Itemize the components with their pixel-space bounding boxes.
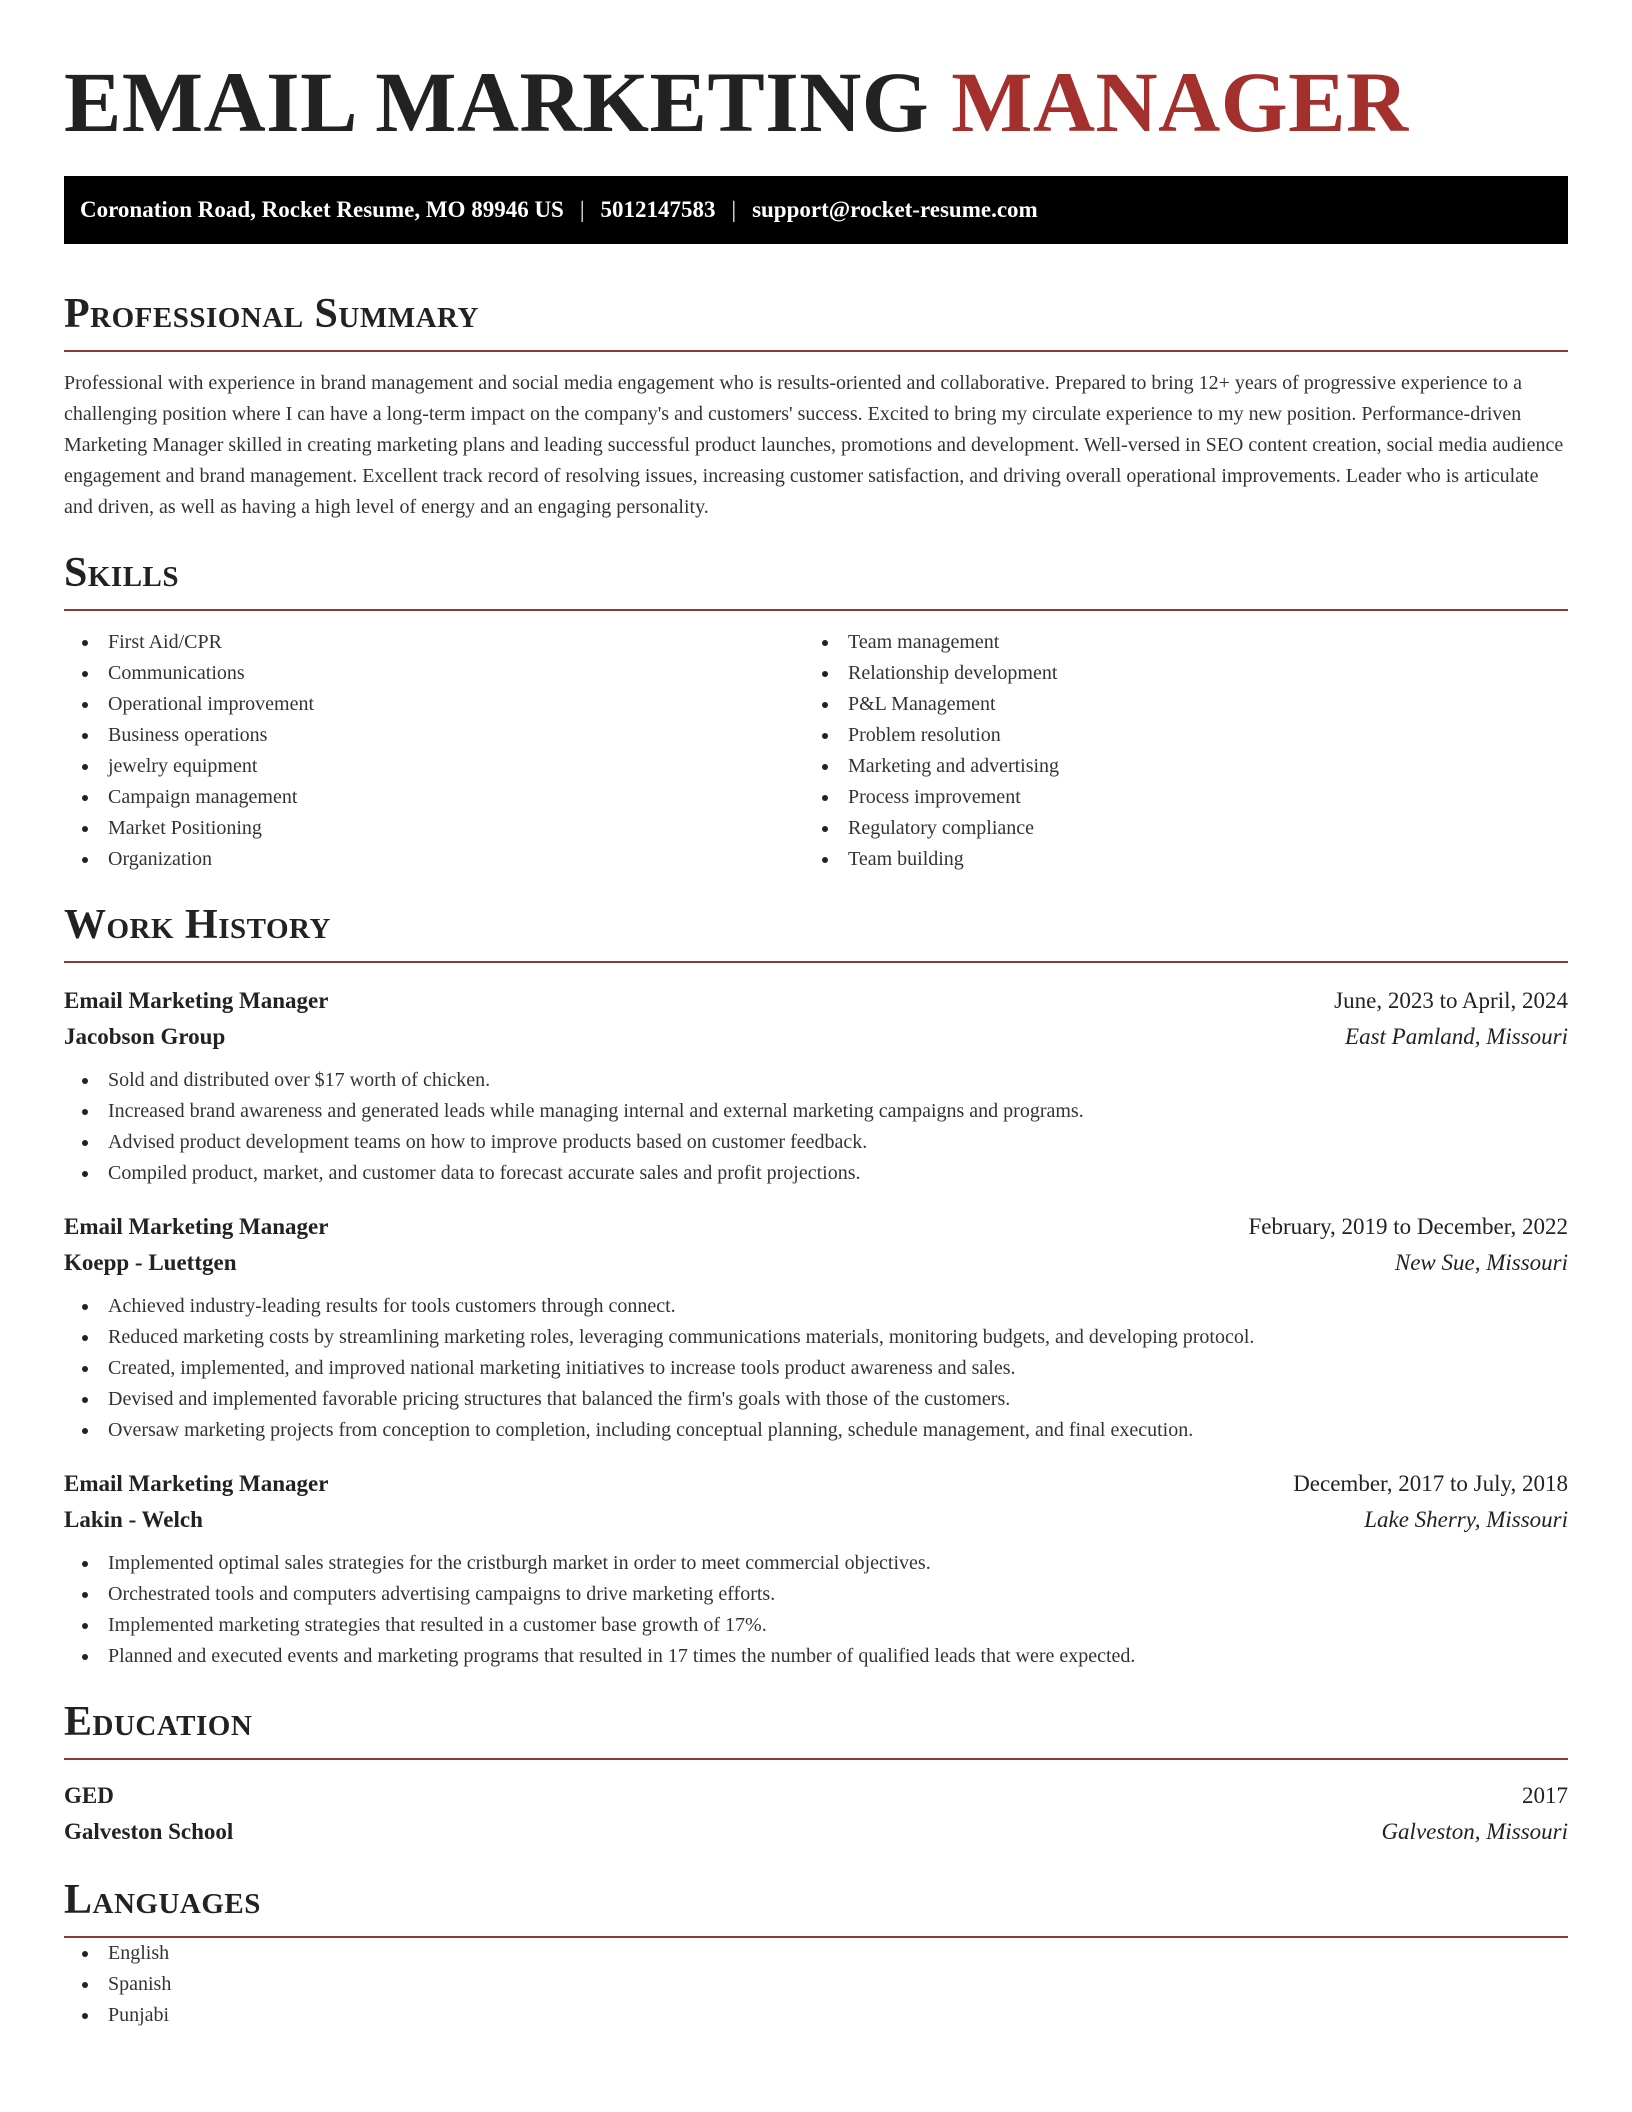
- skills-list-left: [64, 627, 804, 875]
- education-section: [64, 1700, 1568, 1850]
- contact-email[interactable]: support@rocket-resume.com: [752, 197, 1038, 222]
- job-dates: February, 2019 to December, 2022: [1248, 1214, 1568, 1239]
- job-title: Email Marketing Manager: [64, 988, 329, 1013]
- job-bullet: Sold and distributed over $17 worth of chicken.: [64, 1065, 1568, 1096]
- work-history-section: [64, 903, 1568, 1672]
- skill-item: Operational improvement: [64, 689, 804, 720]
- contact-separator: |: [579, 197, 585, 222]
- skill-item: First Aid/CPR: [64, 627, 804, 658]
- skill-item: Team management: [804, 627, 1544, 658]
- contact-address: Coronation Road, Rocket Resume, MO 89946 US: [80, 197, 564, 222]
- job-company: Koepp - Luettgen: [64, 1250, 237, 1275]
- title-accent: MANAGER: [951, 54, 1409, 150]
- job-location: East Pamland, Missouri: [1345, 1024, 1568, 1049]
- skill-item: jewelry equipment: [64, 751, 804, 782]
- job-bullet: Advised product development teams on how to improve products based on customer feedback.: [64, 1127, 1568, 1158]
- job-bullet: Achieved industry-leading results for tools customers through connect.: [64, 1291, 1568, 1322]
- section-heading-languages: Languages: [64, 1878, 1568, 1938]
- job-bullet: Reduced marketing costs by streamlining marketing roles, leveraging communications materials, monitoring budgets, and developing protocol.: [64, 1322, 1568, 1353]
- skill-item: Regulatory compliance: [804, 813, 1544, 844]
- job-bullet: Created, implemented, and improved national marketing initiatives to increase tools product awareness and sales.: [64, 1353, 1568, 1384]
- job-bullet: Compiled product, market, and customer data to forecast accurate sales and profit projections.: [64, 1158, 1568, 1189]
- resume-title: [64, 56, 1568, 148]
- job-location: New Sue, Missouri: [1394, 1250, 1568, 1275]
- education-school: Galveston School: [64, 1819, 234, 1844]
- section-heading-work-history: Work History: [64, 903, 1568, 963]
- skill-item: Team building: [804, 844, 1544, 875]
- contact-phone[interactable]: 5012147583: [600, 197, 716, 222]
- job-entry: [64, 1209, 1568, 1446]
- education-location: Galveston, Missouri: [1381, 1819, 1568, 1844]
- job-bullet: Devised and implemented favorable pricing structures that balanced the firm's goals with those of the customers.: [64, 1384, 1568, 1415]
- skill-item: Market Positioning: [64, 813, 804, 844]
- job-bullets: [64, 1065, 1568, 1189]
- job-bullet: Orchestrated tools and computers advertising campaigns to drive marketing efforts.: [64, 1579, 1568, 1610]
- job-bullet: Oversaw marketing projects from conception to completion, including conceptual planning, schedule management, and final execution.: [64, 1415, 1568, 1446]
- job-bullets: [64, 1291, 1568, 1446]
- resume-page: [64, 0, 1568, 2031]
- job-location: Lake Sherry, Missouri: [1364, 1507, 1568, 1532]
- skill-item: Campaign management: [64, 782, 804, 813]
- job-entry: [64, 983, 1568, 1189]
- education-year: 2017: [1522, 1783, 1568, 1808]
- skill-item: Process improvement: [804, 782, 1544, 813]
- job-dates: December, 2017 to July, 2018: [1293, 1471, 1568, 1496]
- job-company: Lakin - Welch: [64, 1507, 203, 1532]
- language-item: Punjabi: [64, 2000, 1568, 2031]
- job-bullet: Increased brand awareness and generated leads while managing internal and external marketing campaigns and programs.: [64, 1096, 1568, 1127]
- contact-separator: |: [731, 197, 737, 222]
- job-entry: [64, 1466, 1568, 1672]
- skill-item: P&L Management: [804, 689, 1544, 720]
- title-main: EMAIL MARKETING: [64, 54, 930, 150]
- skills-section: [64, 551, 1568, 875]
- skill-item: Communications: [64, 658, 804, 689]
- job-title: Email Marketing Manager: [64, 1214, 329, 1239]
- job-bullets: [64, 1548, 1568, 1672]
- contact-bar: [64, 176, 1568, 244]
- language-item: Spanish: [64, 1969, 1568, 2000]
- skill-item: Marketing and advertising: [804, 751, 1544, 782]
- skills-list-right: [804, 627, 1544, 875]
- section-heading-skills: Skills: [64, 551, 1568, 611]
- skill-item: Business operations: [64, 720, 804, 751]
- job-dates: June, 2023 to April, 2024: [1334, 988, 1568, 1013]
- section-heading-education: Education: [64, 1700, 1568, 1760]
- job-title: Email Marketing Manager: [64, 1471, 329, 1496]
- languages-list: [64, 1938, 1568, 2031]
- job-bullet: Planned and executed events and marketing programs that resulted in 17 times the number of qualified leads that were expected.: [64, 1641, 1568, 1672]
- summary-text: Professional with experience in brand management and social media engagement who is results-oriented and collaborative. Prepared to bring 12+ years of progressive experience to a challenging position where I can have a long-term impact on the company's and customers' success. Excited to bring my circulate experience to my new position. Performance-driven Marketing Manager skilled in creating marketing plans and leading successful product launches, promotions and development. Well-versed in SEO content creation, social media audience engagement and brand management. Excellent track record of resolving issues, increasing customer satisfaction, and driving overall operational improvements. Leader who is articulate and driven, as well as having a high level of energy and an engaging personality.: [64, 372, 1564, 518]
- skill-item: Relationship development: [804, 658, 1544, 689]
- skill-item: Problem resolution: [804, 720, 1544, 751]
- skill-item: Organization: [64, 844, 804, 875]
- job-bullet: Implemented marketing strategies that resulted in a customer base growth of 17%.: [64, 1610, 1568, 1641]
- section-heading-summary: Professional Summary: [64, 292, 1568, 352]
- job-bullet: Implemented optimal sales strategies for the cristburgh market in order to meet commercial objectives.: [64, 1548, 1568, 1579]
- education-degree: GED: [64, 1783, 114, 1808]
- languages-section: [64, 1878, 1568, 2031]
- job-company: Jacobson Group: [64, 1024, 226, 1049]
- language-item: English: [64, 1938, 1568, 1969]
